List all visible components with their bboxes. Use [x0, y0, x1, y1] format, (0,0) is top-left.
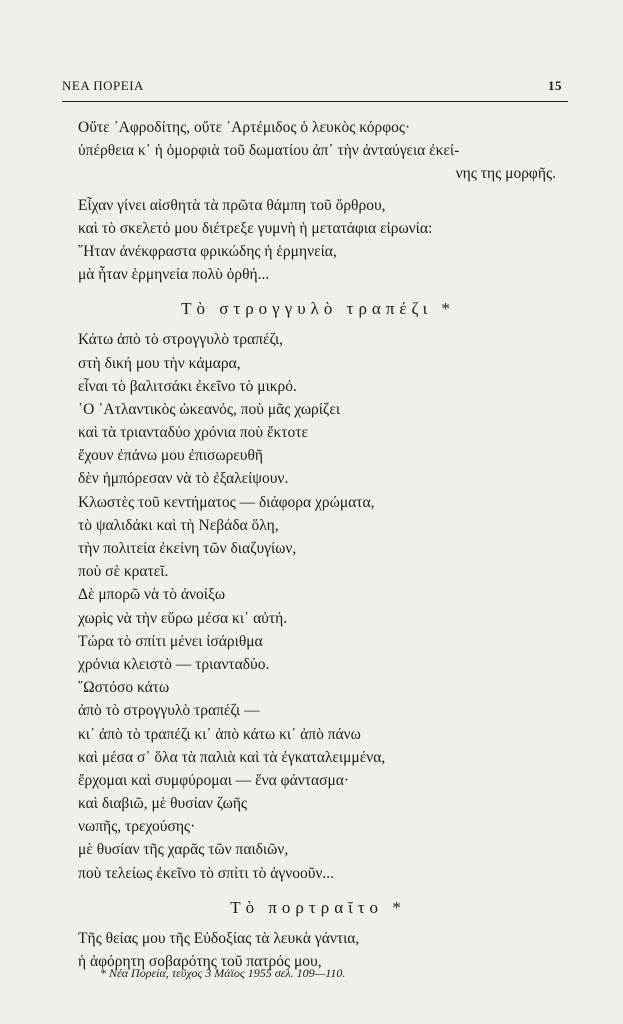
verse-line: ῞Ηταν ἀνέκφραστα φρικώδης ἡ ἑρμηνεία,	[78, 242, 337, 260]
verse-line: δὲν ἠμπόρεσαν νὰ τὸ ἐξαλείψουν.	[78, 470, 289, 488]
verse-line-continuation: νης της μορφῆς.	[455, 165, 556, 183]
running-header	[62, 78, 562, 94]
verse-line: κι᾽ ἀπὸ τὸ τραπέζι κι᾽ ἀπὸ κάτω κι᾽ ἀπὸ πάνω	[78, 725, 361, 743]
verse-line: ἔχουν ἐπάνω μου ἐπισωρευθῆ	[78, 447, 264, 465]
verse-line: στὴ δική μου τὴν κάμαρα,	[78, 354, 241, 372]
verse-line: καὶ μέσα σ᾽ ὅλα τὰ παλιὰ καὶ τὰ ἐγκαταλειμμένα,	[78, 748, 386, 766]
verse-line: Τῆς θείας μου τῆς Εὐδοξίας τὰ λευκὰ γάντια,	[78, 929, 360, 947]
verse-line: Κλωστὲς τοῦ κεντήματος — διάφορα χρώματα,	[78, 493, 375, 511]
verse-line: ἔρχομαι καὶ συμφύρομαι — ἕνα φάντασμα·	[78, 771, 350, 789]
page-number: 15	[548, 78, 562, 93]
poem-round-table	[78, 328, 558, 885]
verse-line: εἶναι τὸ βαλιτσάκι ἐκεῖνο τὸ μικρό.	[78, 377, 297, 395]
verse-line: ποὺ τελείως ἐκεῖνο τὸ σπίτι τὸ ἀγνοοῦν...	[78, 864, 335, 882]
header-rule	[62, 101, 568, 102]
verse-line: ῾Ο ᾽Ατλαντικὸς ὠκεανός, ποὺ μᾶς χωρίζει	[78, 400, 341, 418]
verse-line: ὑπέρθεια κ᾽ ἡ ὁμορφιὰ τοῦ δωματίου ἀπ᾽ τὴν ἀνταύγεια ἐκεί-	[78, 142, 460, 160]
verse-line: μὲ θυσίαν τῆς χαρᾶς τῶν παιδιῶν,	[78, 841, 289, 859]
poem-title-portrait: Τὸ πορτραῖτο *	[230, 897, 406, 917]
verse-line: Τώρα τὸ σπίτι μένει ἰσάριθμα	[78, 632, 263, 650]
verse-line: καὶ τὰ τριανταδύο χρόνια ποὺ ἔκτοτε	[78, 424, 308, 442]
verse-line: καὶ διαβιῶ, μὲ θυσίαν ζωῆς	[78, 795, 248, 813]
body-text	[78, 116, 558, 973]
verse-line: ῞Ωστόσο κάτω	[78, 679, 170, 697]
verse-line: ἡ ἀφόρητη σοβαρότης τοῦ πατρός μου,	[78, 953, 322, 970]
journal-title: ΝΕΑ ΠΟΡΕΙΑ	[62, 78, 144, 93]
verse-line: νωπῆς, τρεχούσης·	[78, 818, 196, 836]
poem-title-round-table: Τὸ στρογγυλὸ τραπέζι *	[181, 299, 455, 319]
verse-line: ἀπὸ τὸ στρογγυλὸ τραπέζι —	[78, 702, 260, 720]
verse-line: Κάτω ἀπὸ τὸ στρογγυλὸ τραπέζι,	[78, 331, 284, 349]
verse-line: τὴν πολιτεία ἐκείνη τῶν διαζυγίων,	[78, 540, 297, 557]
stanza-1	[78, 116, 558, 186]
verse-line: τὸ ψαλιδάκι καὶ τὴ Νεβάδα ὅλη,	[78, 516, 279, 534]
verse-line: Δὲ μπορῶ νὰ τὸ ἀνοίξω	[78, 586, 226, 604]
verse-line: χρόνια κλειστὸ — τριανταδύο.	[78, 655, 270, 673]
verse-line: Εἶχαν γίνει αἰσθητὰ τὰ πρῶτα θάμπη τοῦ ὄρθρου,	[78, 196, 386, 214]
verse-line: ποὺ σὲ κρατεῖ.	[78, 563, 169, 581]
verse-line: χωρὶς νὰ τὴν εὕρω μέσα κι᾽ αὐτή.	[78, 609, 288, 627]
verse-line: Οὔτε ᾽Αφροδίτης, οὔτε ᾽Αρτέμιδος ὁ λευκὸς κόρφος·	[78, 119, 411, 136]
verse-line: καὶ τὸ σκελετό μου διέτρεξε γυμνὴ ἡ μετατάφια εἰρωνία:	[78, 219, 433, 237]
stanza-2	[78, 194, 558, 287]
verse-line: μὰ ἦταν ἑρμηνεία πολὺ ὀρθή...	[78, 266, 270, 284]
footnote: * Νέα Πορεία, τεῦχος 3 Μάϊος 1955 σελ. 109—110.	[100, 966, 346, 980]
